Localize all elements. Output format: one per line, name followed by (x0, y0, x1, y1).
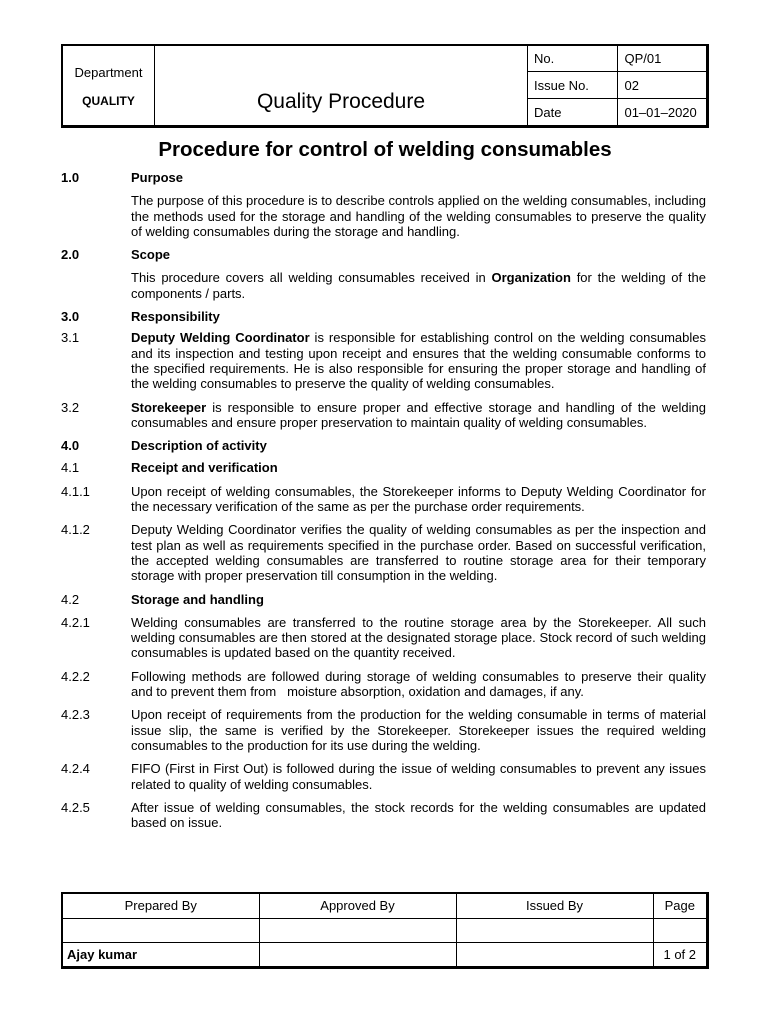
meta-value: 02 (618, 72, 709, 99)
issued-by-signature (456, 918, 653, 942)
meta-value: 01–01–2020 (618, 99, 709, 126)
section-heading (61, 247, 706, 262)
section-number: 4.2.1 (61, 614, 90, 630)
department-value: QUALITY (82, 94, 135, 108)
meta-row (528, 99, 709, 126)
prepared-by-signature (63, 918, 259, 942)
paragraph-text (131, 270, 706, 301)
paragraph-text: Deputy Welding Coordinator verifies the quality of welding consumables as per the inspection and test plan as well as requirements specified in the purchase order. Based on successful verification, the accepted welding consumables are transferred to routine storage area for their temporary storage with proper preservation till consumption in the welding. (131, 522, 706, 584)
approved-by-header: Approved By (259, 894, 456, 918)
document-body (61, 170, 710, 831)
subsection (61, 484, 706, 515)
meta-key: Date (528, 99, 618, 126)
section-number: 4.1.2 (61, 522, 90, 538)
prepared-by-header: Prepared By (63, 894, 259, 918)
approved-by-signature (259, 918, 456, 942)
section-title: Receipt and verification (131, 460, 278, 476)
section-heading (61, 170, 706, 185)
meta-row (528, 72, 709, 99)
paragraph-text: FIFO (First in First Out) is followed during the issue of welding consumables to prevent any issues related to quality of welding consumables. (131, 761, 706, 792)
page-blank (653, 918, 706, 942)
department-label: Department (74, 65, 143, 80)
paragraph-text (131, 330, 706, 391)
section-number: 4.0 (61, 438, 80, 454)
paragraph-text: Upon receipt of welding consumables, the Storekeeper informs to Deputy Welding Coordinator for the necessary verification of the same as per the purchase order requirements. (131, 483, 706, 515)
signature-row (63, 918, 706, 942)
paragraph-text: The purpose of this procedure is to describe controls applied on the welding consumables, including the methods used for the storage and handling of the welding consumables to preserve the quality of welding consumables during the storage and handling. (131, 193, 706, 239)
subsection (61, 400, 706, 431)
signoff-header-row (63, 894, 706, 918)
meta-row (528, 45, 709, 72)
department-cell (63, 46, 155, 125)
paragraph (61, 193, 706, 239)
header-title: Quality Procedure (256, 90, 426, 113)
issued-by-header: Issued By (456, 894, 653, 918)
subsection (61, 668, 710, 700)
organization-bold: Organization (491, 270, 571, 286)
section-number: 4.2.2 (61, 668, 90, 684)
preparer-name: Ajay kumar (63, 942, 259, 966)
section-number: 3.0 (61, 309, 80, 325)
section-heading (61, 309, 706, 324)
section-number: 1.0 (61, 170, 80, 185)
header-title-cell (155, 46, 527, 125)
page-header: Page (653, 894, 706, 918)
names-row (63, 942, 706, 966)
subsection (61, 707, 706, 753)
meta-key: Issue No. (528, 72, 618, 99)
subsection (61, 330, 706, 391)
issuer-name (456, 942, 653, 966)
paragraph-text (131, 400, 706, 431)
text-run: is responsible to ensure proper and effective storage and handling of the welding consumables and ensure proper preservation to maintain quality of welding consumables. (131, 399, 706, 430)
paragraph-text: Upon receipt of requirements from the production for the welding consumable in terms of material issue slip, the same is verified by the Storekeeper. Storekeeper issues the required welding consumables to the production for its use during the welding. (131, 707, 706, 753)
meta-value: QP/01 (618, 45, 709, 72)
text-run: This procedure covers all welding consumables received in (131, 270, 492, 286)
role-bold: Storekeeper (131, 399, 207, 415)
section-number: 4.2.5 (61, 799, 90, 815)
section-title: Storage and handling (131, 591, 264, 607)
section-number: 4.1.1 (61, 483, 90, 499)
paragraph-text: After issue of welding consumables, the stock records for the welding consumables are updated based on issue. (131, 799, 706, 831)
section-title: Responsibility (131, 309, 220, 325)
paragraph-text: Welding consumables are transferred to the routine storage area by the Storekeeper. All such welding consumables are then stored at the designated storage place. Stock record of such welding consumables is updated based on the quantity received. (131, 614, 706, 661)
subsection (61, 522, 706, 583)
subsection (61, 761, 706, 792)
subsection (61, 800, 706, 831)
section-number: 3.2 (61, 399, 80, 415)
paragraph-text: Following methods are followed during storage of welding consumables to preserve their quality and to prevent them from moisture absorption, oxidation and damages, if any. (131, 668, 710, 700)
section-number: 3.1 (61, 330, 80, 346)
header-meta-table (527, 44, 709, 126)
section-number: 4.2.4 (61, 761, 90, 777)
section-title: Description of activity (131, 438, 267, 454)
section-number: 4.1 (61, 460, 80, 476)
section-title: Scope (131, 247, 171, 263)
section-heading (61, 438, 706, 453)
subsection-heading (61, 592, 706, 607)
text-run: for the welding of the components / parts. (131, 270, 706, 301)
subsection (61, 615, 706, 661)
meta-key: No. (528, 45, 618, 72)
role-bold: Deputy Welding Coordinator (131, 330, 310, 346)
document-header (61, 44, 709, 128)
section-title: Purpose (131, 170, 184, 185)
approver-name (259, 942, 456, 966)
paragraph (61, 270, 706, 301)
page-value: 1 of 2 (653, 942, 706, 966)
subsection-heading (61, 460, 706, 475)
section-number: 2.0 (61, 247, 80, 263)
text-run: is responsible for establishing control on the welding consumables and its inspection and testing upon receipt and ensures that the welding consumable conforms to the specified requirements. He is also responsible for ensuring the proper storage and handling of the welding consumables to preserve the quality of welding consumables. (131, 330, 706, 392)
document-title: Procedure for control of welding consumables (158, 138, 612, 161)
section-number: 4.2 (61, 591, 80, 607)
signoff-table (61, 892, 709, 969)
section-number: 4.2.3 (61, 707, 90, 723)
